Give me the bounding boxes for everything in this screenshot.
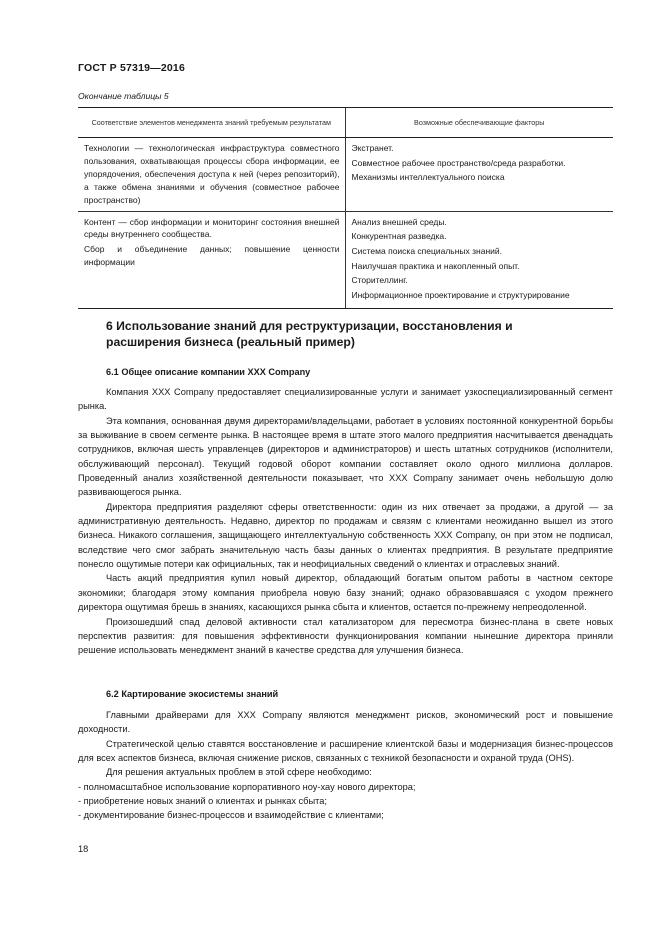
subsection-6-2-title: 6.2 Картирование экосистемы знаний — [106, 689, 279, 699]
list-item: - приобретение новых знаний о клиентах и рынках сбыта; — [78, 796, 327, 807]
list-item: - полномасштабное использование корпоративного ноу-хау нового директора; — [78, 781, 416, 792]
paragraph: Стратегической целью ставятся восстановление и расширение клиентской базы и модернизация бизнес-процессов для всех аспектов бизнеса, включая снижение рисков, связанных с техникой безопасности и охраной труда (OHS). — [78, 738, 613, 764]
factor-item: Анализ внешней среды. — [351, 216, 447, 227]
page-number: 18 — [78, 844, 89, 854]
list-item: - документирование бизнес-процессов и взаимодействие с клиентами; — [78, 810, 384, 821]
subsection-6-1-body — [78, 385, 613, 658]
paragraph: Для решения актуальных проблем в этой сфере необходимо: — [106, 767, 372, 778]
table-row — [78, 138, 613, 212]
table-cell-right — [345, 138, 613, 212]
table-row — [78, 211, 613, 308]
factor-item: Конкурентная разведка. — [351, 231, 447, 242]
factor-item: Экстранет. — [351, 143, 394, 153]
paragraph: Главными драйверами для XXX Company являются менеджмент рисков, экономический рост и повышение доходности. — [78, 710, 613, 735]
factor-item: Наилучшая практика и накопленный опыт. — [351, 260, 520, 271]
table-cell-left — [78, 211, 345, 308]
table-header-row — [78, 108, 613, 138]
table-cell-left — [78, 138, 345, 212]
table-col1-header: Соответствие элементов менеджмента знаний требуемым результатам — [78, 108, 345, 138]
subsection-6-1-title: 6.1 Общее описание компании XXX Company — [106, 367, 311, 377]
cell-text: Сбор и объединение данных; повышение ценности информации — [84, 244, 340, 268]
paragraph: Эта компания, основанная двумя директорами/владельцами, работает в условиях постоянной конкурентной борьбы за выживание в своем сегменте рынка. В настоящее время в штате этого малого предприятия насчитывается двенадцать сотрудников, включая шесть управленцев (директоров и администраторов) и шесть штатных сотрудников (исполнители, обслуживающий персонал). Текущий годовой оборот компании составляет около одного миллиона долларов. Проведенный анализ хозяйственной деятельности показывает, что XXX Company занимает очень небольшую долю развивающегося рынка. — [78, 415, 613, 498]
cell-text: Контент — сбор информации и мониторинг состояния внешней среды внутреннего сообщества. — [84, 216, 340, 240]
paragraph: Компания XXX Company предоставляет специализированные услуги и занимает узкоспециализированный сегмент рынка. — [78, 387, 613, 412]
paragraph: Произошедший спад деловой активности стал катализатором для пересмотра бизнес-плана в свете новых перспектив развития: для повышения эффективности функционирования компании нынешние директора приняли решение использовать менеджмент знаний в качестве средства для улучшения бизнеса. — [78, 616, 613, 656]
factor-item: Механизмы интеллектуального поиска — [351, 172, 505, 183]
factor-item: Система поиска специальных знаний. — [351, 245, 503, 256]
paragraph: Часть акций предприятия купил новый директор, обладающий богатым опытом работы в частном секторе экономики; благодаря этому компания приобрела новую базу знаний; однако образовавшаяся с уходом прежнего директора ощутимая брешь в знаниях, касающихся рынка сбыта и клиентов, остается по-прежнему непреодоленной. — [78, 573, 613, 613]
factor-item: Информационное проектирование и структурирование — [351, 290, 570, 301]
factor-item: Совместное рабочее пространство/среда разработки. — [351, 157, 566, 168]
factor-item: Сторителлинг. — [351, 275, 408, 286]
paragraph: Директора предприятия разделяют сферы ответственности: один из них отвечает за продажи, а другой — за административную деятельность. Недавно, директор по продажам и связям с клиентами неожиданно вышел из этого бизнеса. Никакого соглашения, защищающего интеллектуальную собственность XXX Company, он при этом не подписал, вследствие чего смог забрать значительную часть базы данных о клиентах предприятия. В результате предприятие понесло ощутимые потери как официальных, так и неофициальных сведений о клиентах и отраслевых знаний. — [78, 501, 613, 570]
document-header: ГОСТ Р 57319—2016 — [78, 62, 186, 74]
section-6-title: 6 Использование знаний для реструктуризации, восстановления и расширения бизнеса (реальный пример) — [106, 319, 513, 350]
table-cell-right — [345, 211, 613, 308]
table-5 — [78, 107, 613, 309]
cell-text: Технологии — технологическая инфраструктура совместного пользования, охватывающая процессы сбора информации, ее упорядочения, обеспечения доступа к ней (через репозиторий), а также обмена знаниями и обучения (совместное рабочее пространство) — [84, 143, 340, 205]
table-col2-header: Возможные обеспечивающие факторы — [345, 108, 613, 138]
table-caption: Окончание таблицы 5 — [78, 91, 169, 101]
subsection-6-2-body — [78, 708, 613, 823]
